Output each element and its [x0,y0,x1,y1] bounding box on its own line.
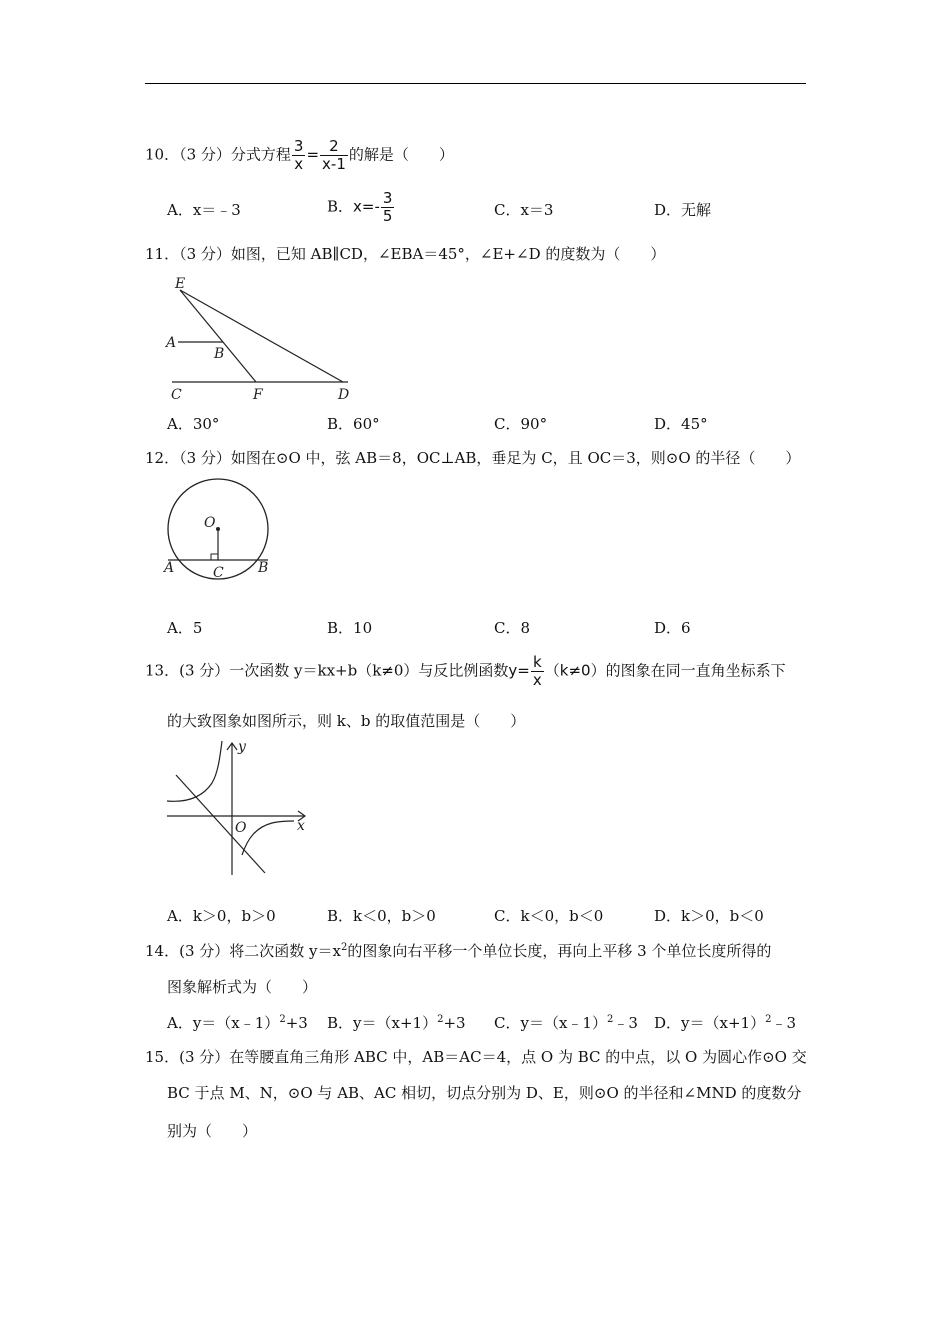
q10-option-a: A．x＝﹣3 [167,201,241,219]
label-O: O [235,820,247,836]
q10-option-d: D．无解 [654,201,712,219]
label-C: C [213,565,224,581]
fraction-k-over-x: $\frac{k}{x}$ [532,653,542,689]
question-15-line2: BC 于点 M、N，⊙O 与 AB、AC 相切，切点分别为 D、E，则⊙O 的半径和∠MND 的度数分 [167,1084,802,1102]
fraction-3-over-x: $\frac{3}{x}$ [293,137,304,173]
question-15-line3: 别为（ ） [167,1122,258,1140]
q13-option-b: B．k＜0，b＞0 [327,907,436,925]
q11-option-c: C．90° [494,415,548,433]
q12-option-b: B．10 [327,619,373,637]
q10-option-b: B．x=- $\frac{3}{5}$ [327,189,393,225]
label-B: B [258,560,269,576]
label-A: A [166,335,177,351]
header-rule [145,83,806,84]
q12-option-d: D．6 [654,619,691,637]
label-x: x [297,818,305,834]
q14-option-d: D．$y=(x+1)^2﹣3$ [654,1014,796,1032]
label-O: O [204,515,216,531]
label-B: B [214,346,225,362]
question-15-line1: 15．(3 分）在等腰直角三角形 ABC 中，AB＝AC＝4，点 O 为 BC 的中点，以 O 为圆心作⊙O 交 [145,1048,807,1066]
fraction-3-over-5: $\frac{3}{5}$ [382,189,393,225]
question-14-line2: 图象解析式为（ ） [167,978,318,996]
label-E: E [175,276,186,292]
question-10-stem: 10．（3 分）分式方程 $\frac{3}{x}$ = $\frac{2}{x-1}$ 的解是（ ） [145,137,454,173]
question-11-stem: 11．（3 分）如图，已知 AB∥CD，∠EBA＝45°，∠E+∠D 的度数为（ ） [145,245,666,263]
question-13-stem: 13．(3 分）一次函数 y＝kx+b（k≠0）与反比例函数y= $\frac{k}{x}$ （k≠0）的图象在同一直角坐标系下 [145,653,786,689]
q12-option-c: C．8 [494,619,531,637]
label-A: A [164,560,175,576]
q13-option-d: D．k＞0，b＜0 [654,907,764,925]
label-D: D [338,387,350,403]
q14-option-c: C．y＝（x﹣1）$^2$﹣3 [494,1014,638,1032]
q14-option-b: B．$y=(x+1)^2+3$ [327,1014,466,1032]
q11-figure [160,272,360,404]
question-12-stem: 12．（3 分）如图在⊙O 中，弦 AB＝8，OC⊥AB，垂足为 C，且 OC＝3，则⊙O 的半径（ ） [145,449,801,467]
fraction-2-over-x-minus-1: $\frac{2}{x-1}$ [322,137,346,173]
q11-option-d: D．45° [654,415,708,433]
question-14-stem: 14．(3 分）将二次函数 $y=x^2$的图象向右平移一个单位长度，再向上平移 3 个单位长度所得的 [145,942,772,960]
q10-option-c: C．x＝3 [494,201,554,219]
q12-option-a: A．5 [167,619,203,637]
q13-option-c: C．k＜0，b＜0 [494,907,604,925]
question-13-line2: 的大致图象如图所示，则 k、b 的取值范围是（ ） [167,712,526,730]
q11-option-b: B．60° [327,415,380,433]
q13-option-a: A．k＞0，b＞0 [167,907,276,925]
label-C: C [171,387,182,403]
q11-option-a: A．30° [167,415,220,433]
q12-figure [160,478,280,583]
label-y: y [238,739,246,755]
label-F: F [253,387,263,403]
q13-figure [162,735,312,880]
q14-option-a: A．y＝（x﹣1）$^2$+3 [167,1014,308,1032]
